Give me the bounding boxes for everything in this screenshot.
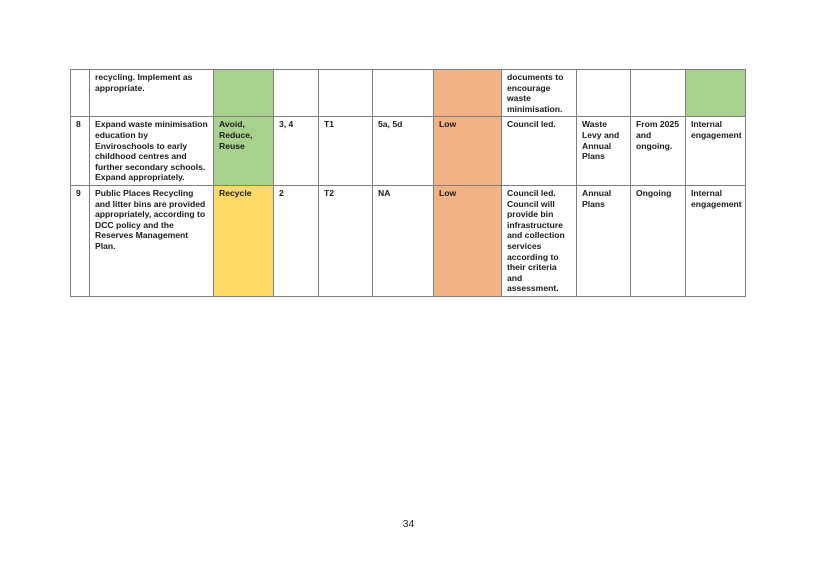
timeframe-cell — [631, 185, 686, 296]
row-number: 8 — [76, 119, 81, 130]
policy-cell — [373, 185, 434, 296]
targets-cell — [319, 70, 373, 117]
cost-cell — [434, 185, 502, 296]
action-text: Expand waste minimisation education by Enviroschools to early childhood centres and further secondary schools. Expand appropriately. — [95, 119, 208, 183]
action-cell — [90, 185, 214, 296]
lead-cell — [502, 185, 577, 296]
funding-cell — [577, 185, 631, 296]
cost-text: Low — [439, 119, 457, 130]
timeframe-text: From 2025 and ongoing. — [636, 119, 679, 151]
row-number-cell — [71, 70, 90, 117]
lead-text: documents to encourage waste minimisation. — [507, 72, 564, 114]
engagement-text: Internal engagement — [691, 187, 742, 209]
cost-text: Low — [439, 187, 457, 198]
objectives-text: 3, 4 — [279, 119, 294, 130]
cost-cell — [434, 70, 502, 117]
funding-text: Waste Levy and Annual Plans — [582, 119, 620, 162]
engagement-cell — [686, 70, 746, 117]
targets-cell — [319, 117, 373, 186]
waste-hierarchy-cell — [214, 117, 274, 186]
table-row — [71, 117, 746, 186]
targets-text: T2 — [324, 187, 335, 198]
objectives-cell — [274, 70, 319, 117]
row-number: 9 — [76, 187, 81, 198]
cost-cell — [434, 117, 502, 186]
action-text: recycling. Implement as appropriate. — [95, 72, 193, 93]
row-number-cell — [71, 185, 90, 296]
row-number-cell — [71, 117, 90, 186]
waste-hierarchy-text: Avoid, Reduce, Reuse — [219, 119, 253, 151]
action-cell — [90, 117, 214, 186]
action-cell — [90, 70, 214, 117]
waste-hierarchy-cell — [214, 70, 274, 117]
lead-cell — [502, 117, 577, 186]
objectives-cell — [274, 117, 319, 186]
funding-cell — [577, 117, 631, 186]
engagement-cell — [686, 117, 746, 186]
table-row — [71, 70, 746, 117]
targets-text: T1 — [324, 119, 335, 130]
waste-hierarchy-cell — [214, 185, 274, 296]
timeframe-cell — [631, 117, 686, 186]
table-body — [71, 70, 746, 297]
lead-text: Council led. — [507, 119, 556, 130]
policy-cell — [373, 70, 434, 117]
table-row — [71, 185, 746, 296]
objectives-cell — [274, 185, 319, 296]
page-number: 34 — [402, 518, 415, 530]
objectives-text: 2 — [279, 187, 284, 198]
engagement-text: Internal engagement — [691, 119, 742, 140]
funding-text: Annual Plans — [582, 187, 612, 209]
lead-text: Council led. Council will provide bin infrastructure and collection services according to their criteria and assessment. — [507, 187, 565, 294]
policy-text: 5a, 5d — [378, 119, 403, 130]
targets-cell — [319, 185, 373, 296]
policy-text: NA — [378, 187, 391, 198]
timeframe-cell — [631, 70, 686, 117]
timeframe-text: Ongoing — [636, 187, 672, 198]
lead-cell — [502, 70, 577, 117]
action-text: Public Places Recycling and litter bins are provided appropriately, according to DCC policy and the Reserves Management Plan. — [95, 187, 206, 251]
waste-hierarchy-text: Recycle — [219, 187, 252, 198]
action-plan-table — [70, 69, 746, 297]
funding-cell — [577, 70, 631, 117]
engagement-cell — [686, 185, 746, 296]
policy-cell — [373, 117, 434, 186]
